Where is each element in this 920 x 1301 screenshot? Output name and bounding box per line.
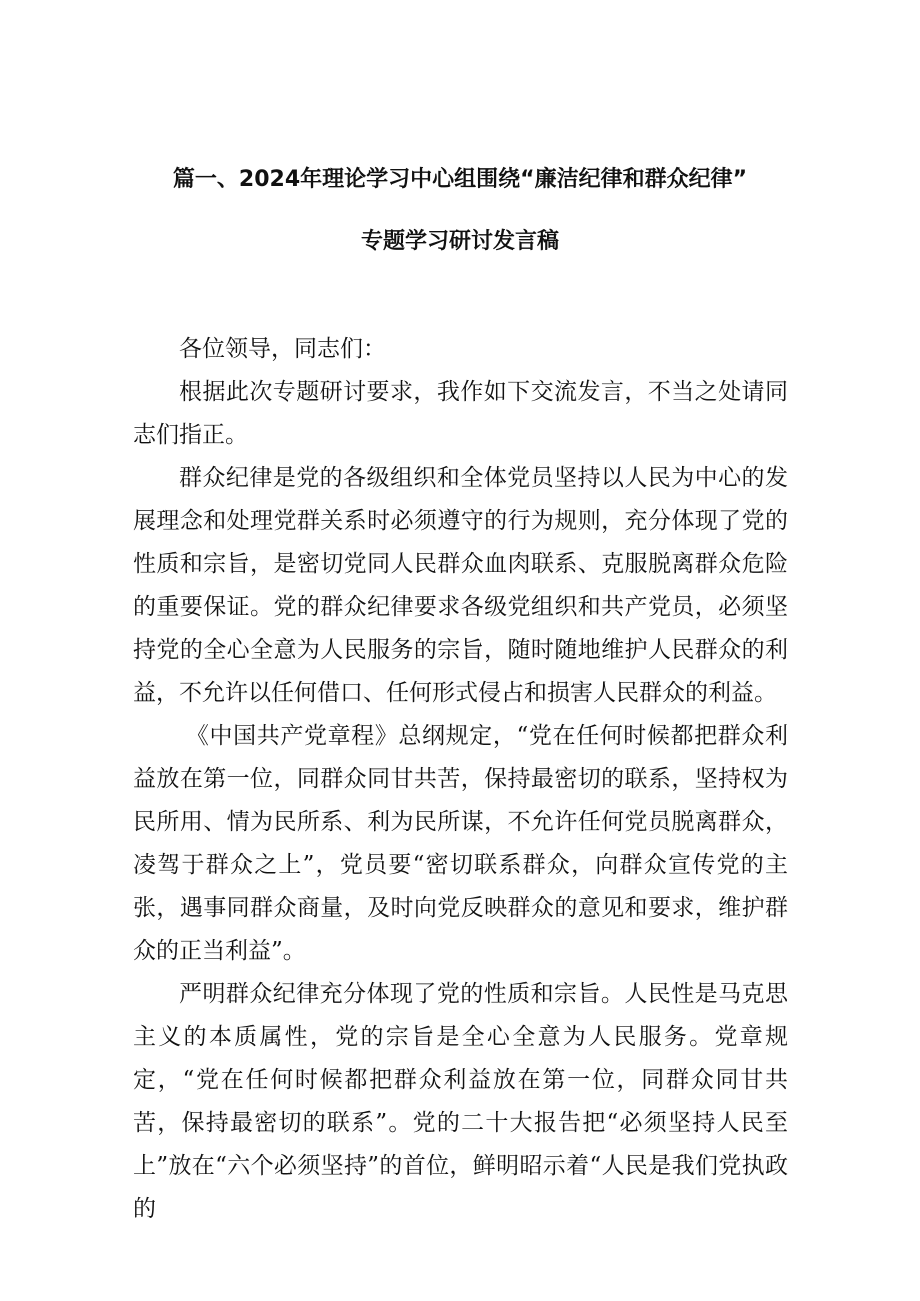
body-paragraph: 严明群众纪律充分体现了党的性质和宗旨。人民性是马克思主义的本质属性，党的宗旨是全心全意为人民服务。党章规定，“党在任何时候都把群众利益放在第一位，同群众同甘共苦，保持最密切的联系”。党的二十大报告把“必须坚持人民至上”放在“六个必须坚持”的首位，鲜明昭示着“人民是我们党执政的 [133,981,788,1222]
document-title-line2: 专题学习研讨发言稿 [360,229,559,254]
salutation-paragraph: 各位领导，同志们： [179,336,386,362]
document-title-line1: 篇一、2024年理论学习中心组围绕“廉洁纪律和群众纪律” [172,167,748,192]
body-paragraph: 《中国共产党章程》总纲规定，“党在任何时候都把群众利益放在第一位，同群众同甘共苦，保持最密切的联系，坚持权为民所用、情为民所系、利为民所谋，不允许任何党员脱离群众，凌驾于群众之上”，党员要“密切联系群众，向群众宣传党的主张，遇事同群众商量，及时向党反映群众的意见和要求，维护群众的正当利益”。 [133,723,788,964]
body-paragraph: 群众纪律是党的各级组织和全体党员坚持以人民为中心的发展理念和处理党群关系时必须遵守的行为规则，充分体现了党的性质和宗旨，是密切党同人民群众血肉联系、克服脱离群众危险的重要保证。党的群众纪律要求各级党组织和共产党员，必须坚持党的全心全意为人民服务的宗旨，随时随地维护人民群众的利益，不允许以任何借口、任何形式侵占和损害人民群众的利益。 [133,465,788,706]
intro-paragraph: 根据此次专题研讨要求，我作如下交流发言，不当之处请同志们指正。 [133,379,788,448]
document-body [133,328,788,1231]
